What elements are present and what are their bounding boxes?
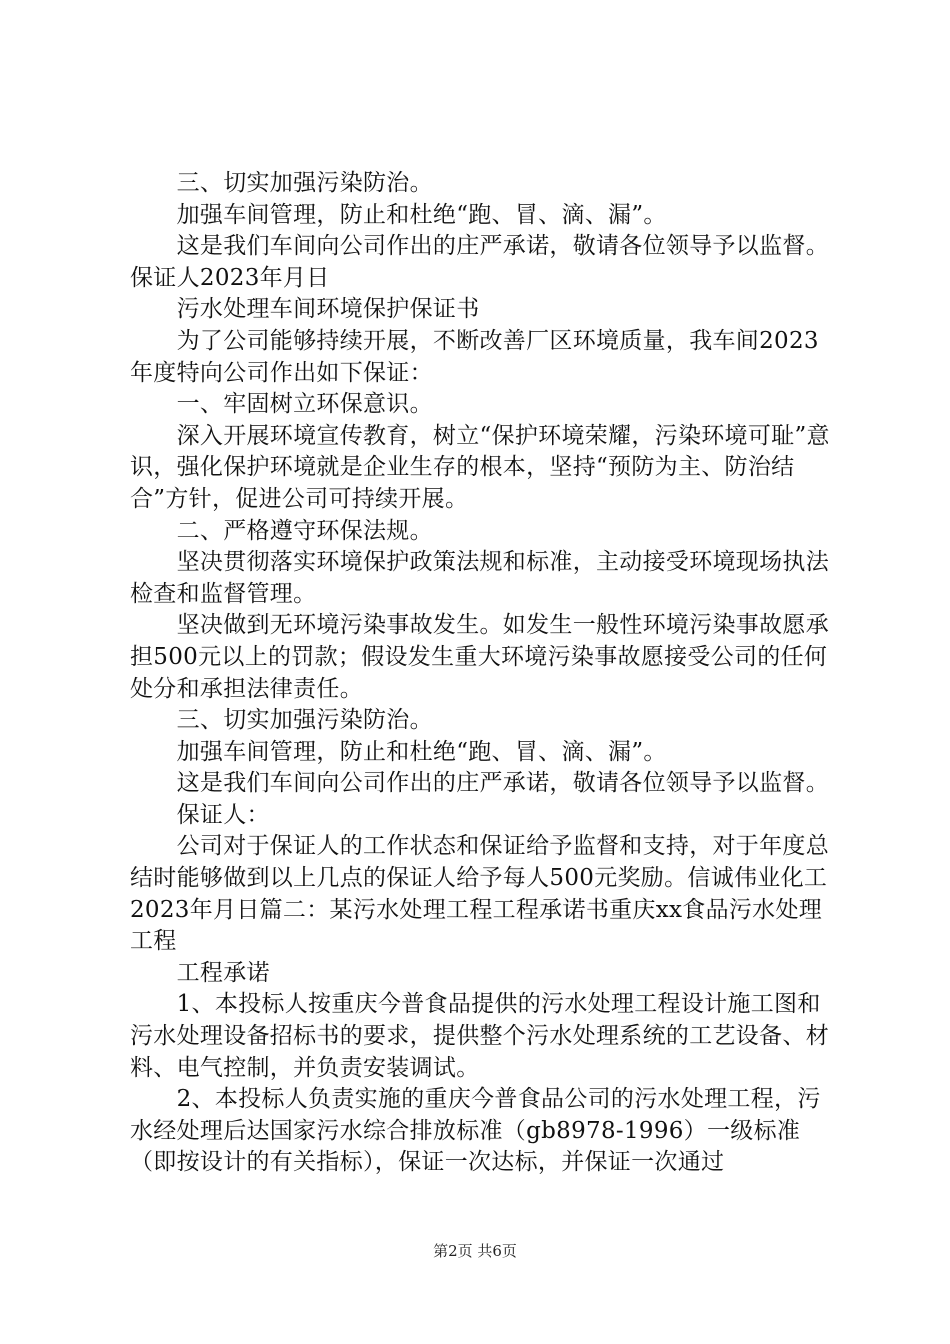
paragraph-16: 工程承诺 xyxy=(130,959,270,986)
paragraph-2: 加强车间管理，防止和杜绝“跑、冒、滴、漏”。 xyxy=(130,201,667,228)
paragraph-10: 坚决做到无环境污染事故发生。如发生一般性环境污染事故愿承担500元以上的罚款；假设发生重大环境污染事故愿接受公司的任何处分和承担法律责任。 xyxy=(130,612,829,702)
paragraph-14: 保证人： xyxy=(130,801,270,828)
paragraph-8: 二、严格遵守环保法规。 xyxy=(130,517,433,544)
paragraph-12: 加强车间管理，防止和杜绝“跑、冒、滴、漏”。 xyxy=(130,738,667,765)
paragraph-6: 一、牢固树立环保意识。 xyxy=(130,391,433,418)
paragraph-3: 这是我们车间向公司作出的庄严承诺，敬请各位领导予以监督。保证人2023年月日 xyxy=(130,233,829,291)
paragraph-5: 为了公司能够持续开展，不断改善厂区环境质量，我车间2023年度特向公司作出如下保证： xyxy=(130,327,819,386)
paragraph-7: 深入开展环境宣传教育，树立“保护环境荣耀，污染环境可耻”意识，强化保护环境就是企业生存的根本，坚持“预防为主、防治结合”方针，促进公司可持续开展。 xyxy=(130,422,830,512)
paragraph-18: 2、本投标人负责实施的重庆今普食品公司的污水处理工程，污水经处理后达国家污水综合排放标准（gb8978-1996）一级标准（即按设计的有关指标），保证一次达标，并保证一次通过 xyxy=(130,1086,821,1176)
paragraph-1: 三、切实加强污染防治。 xyxy=(130,170,433,196)
paragraph-11: 三、切实加强污染防治。 xyxy=(130,707,433,734)
page-number-footer: 第2页 共6页 xyxy=(433,1242,517,1260)
paragraph-15: 公司对于保证人的工作状态和保证给予监督和支持，对于年度总结时能够做到以上几点的保证人给予每人500元奖励。信诚伟业化工2023年月日篇二：某污水处理工程工程承诺书重庆xx食品污水处理工程 xyxy=(130,833,829,955)
paragraph-13: 这是我们车间向公司作出的庄严承诺，敬请各位领导予以监督。 xyxy=(130,770,829,797)
paragraph-17: 1、本投标人按重庆今普食品提供的污水处理工程设计施工图和污水处理设备招标书的要求，提供整个污水处理系统的工艺设备、材料、电气控制，并负责安装调试。 xyxy=(130,991,829,1081)
document-body xyxy=(130,168,835,1179)
paragraph-4: 污水处理车间环境保护保证书 xyxy=(130,296,480,323)
paragraph-9: 坚决贯彻落实环境保护政策法规和标准，主动接受环境现场执法检查和监督管理。 xyxy=(130,549,829,607)
